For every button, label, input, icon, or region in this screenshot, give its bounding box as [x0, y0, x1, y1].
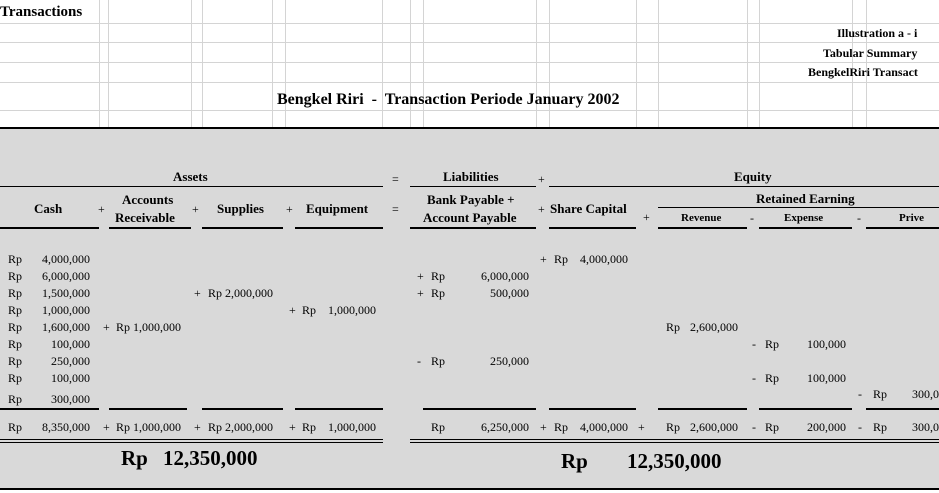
total-currency: Rp — [8, 420, 23, 434]
header-underline — [295, 227, 383, 229]
cash-currency: Rp — [8, 354, 23, 368]
plus-sign: + — [540, 252, 547, 266]
table-bottom-border — [0, 488, 939, 490]
sum-underline — [658, 408, 747, 410]
header-underline — [658, 227, 747, 229]
equity-underline — [549, 186, 939, 187]
grand-total-right: 12,350,000 — [627, 449, 722, 473]
sum-underline — [202, 408, 283, 410]
cash-value: 100,000 — [51, 371, 90, 385]
plus-sign: + — [289, 420, 296, 434]
retained-underline — [658, 207, 939, 208]
grid-line — [0, 62, 939, 63]
supplies-header: Supplies — [217, 201, 264, 216]
header-underline — [0, 227, 99, 229]
plus-sign: + — [286, 202, 293, 216]
cash-currency: Rp — [8, 371, 23, 385]
total-supplies: Rp 2,000,000 — [208, 420, 274, 434]
assets-underline — [0, 186, 383, 187]
total-prive: 300,0 — [912, 420, 939, 434]
total-receivable: Rp 1,000,000 — [116, 420, 182, 434]
expense-value: 100,000 — [807, 371, 846, 385]
header-underline — [202, 227, 283, 229]
minus-sign: - — [750, 211, 754, 225]
grand-total-left-currency: Rp — [121, 446, 148, 470]
header-underline — [549, 227, 636, 229]
cash-value: 100,000 — [51, 337, 90, 351]
share-value: 4,000,000 — [580, 252, 628, 266]
equals-sign: = — [392, 202, 399, 216]
liabilities-currency: Rp — [431, 269, 446, 283]
sum-underline — [549, 408, 636, 410]
grid-line — [0, 82, 939, 83]
grid-line — [108, 0, 109, 128]
grid-line — [636, 0, 637, 128]
sum-underline — [423, 408, 536, 410]
grid-line — [747, 0, 748, 128]
liabilities-value: 6,000,000 — [481, 269, 529, 283]
plus-sign: + — [194, 420, 201, 434]
revenue-currency: Rp — [666, 320, 681, 334]
sum-underline — [0, 408, 99, 410]
company-subtitle: BengkelRiri Transact — [808, 65, 918, 79]
plus-sign: + — [638, 420, 645, 434]
double-underline — [410, 442, 939, 443]
cash-value: 1,600,000 — [42, 320, 90, 334]
receivable-value: Rp 1,000,000 — [116, 320, 182, 334]
account-payable-header: Account Payable — [423, 210, 517, 225]
plus-sign: + — [194, 286, 201, 300]
plus-sign: + — [538, 172, 545, 186]
liabilities-value: 500,000 — [490, 286, 529, 300]
minus-sign: - — [417, 354, 421, 368]
cash-currency: Rp — [8, 286, 23, 300]
sum-underline — [866, 408, 939, 410]
total-currency: Rp — [554, 420, 569, 434]
revenue-value: 2,600,000 — [690, 320, 738, 334]
total-share: 4,000,000 — [580, 420, 628, 434]
minus-sign: - — [858, 420, 862, 434]
grid-line — [272, 0, 273, 128]
expense-currency: Rp — [765, 371, 780, 385]
grand-total-left: 12,350,000 — [163, 446, 258, 470]
expense-value: 100,000 — [807, 337, 846, 351]
grid-line — [759, 0, 760, 128]
cash-value: 4,000,000 — [42, 252, 90, 266]
total-liabilities: 6,250,000 — [481, 420, 529, 434]
cash-value: 250,000 — [51, 354, 90, 368]
liabilities-currency: Rp — [431, 286, 446, 300]
plus-sign: + — [192, 202, 199, 216]
liabilities-header: Liabilities — [443, 169, 499, 184]
prive-header: Prive — [899, 212, 925, 224]
page-title: Bengkel Riri - Transaction Periode January 2002 — [277, 91, 620, 108]
expense-header: Expense — [784, 212, 824, 224]
retained-earning-header: Retained Earning — [756, 191, 855, 206]
liabilities-value: 250,000 — [490, 354, 529, 368]
cash-value: 300,000 — [51, 392, 90, 406]
plus-sign: + — [417, 286, 424, 300]
grid-line — [191, 0, 192, 128]
cash-value: 1,000,000 — [42, 303, 90, 317]
header-underline — [866, 227, 939, 229]
grid-line — [0, 23, 939, 24]
plus-sign: + — [98, 202, 105, 216]
liabilities-underline — [410, 186, 536, 187]
sum-underline — [759, 408, 852, 410]
plus-sign: + — [540, 420, 547, 434]
grid-line — [866, 0, 867, 128]
total-expense: 200,000 — [807, 420, 846, 434]
cash-value: 6,000,000 — [42, 269, 90, 283]
total-cash: 8,350,000 — [42, 420, 90, 434]
total-currency: Rp — [765, 420, 780, 434]
plus-sign: + — [103, 420, 110, 434]
double-underline — [0, 442, 383, 443]
plus-sign: + — [538, 202, 545, 216]
sum-underline — [295, 408, 383, 410]
cash-currency: Rp — [8, 252, 23, 266]
total-currency: Rp — [431, 420, 446, 434]
share-capital-header: Share Capital — [550, 201, 627, 216]
grid-line — [202, 0, 203, 128]
tabular-summary-label: Tabular Summary — [823, 46, 918, 60]
share-currency: Rp — [554, 252, 569, 266]
table-top-border — [0, 127, 939, 129]
accounts-header: Accounts — [122, 192, 174, 207]
prive-value: 300,0 — [912, 387, 939, 401]
grid-line — [0, 110, 939, 111]
grand-total-right-currency: Rp — [561, 449, 588, 473]
total-revenue: 2,600,000 — [690, 420, 738, 434]
cash-header: Cash — [34, 201, 63, 216]
total-currency: Rp — [302, 420, 317, 434]
plus-sign: + — [289, 303, 296, 317]
double-underline — [0, 439, 383, 440]
grid-line — [852, 0, 853, 128]
plus-sign: + — [103, 320, 110, 334]
total-currency: Rp — [666, 420, 681, 434]
cash-currency: Rp — [8, 392, 23, 406]
minus-sign: - — [857, 211, 861, 225]
header-underline — [109, 227, 191, 229]
expense-currency: Rp — [765, 337, 780, 351]
double-underline — [410, 439, 939, 440]
minus-sign: - — [752, 420, 756, 434]
cash-currency: Rp — [8, 303, 23, 317]
minus-sign: - — [752, 337, 756, 351]
assets-header: Assets — [173, 169, 208, 184]
cash-currency: Rp — [8, 269, 23, 283]
minus-sign: - — [858, 387, 862, 401]
total-equipment: 1,000,000 — [328, 420, 376, 434]
liabilities-currency: Rp — [431, 354, 446, 368]
plus-sign: + — [643, 210, 650, 224]
cash-currency: Rp — [8, 320, 23, 334]
bank-payable-header: Bank Payable + — [427, 192, 515, 207]
prive-currency: Rp — [873, 387, 888, 401]
equipment-value: 1,000,000 — [328, 303, 376, 317]
grid-line — [99, 0, 100, 128]
illustration-label: Illustration a - i — [837, 26, 918, 40]
cash-currency: Rp — [8, 337, 23, 351]
cash-value: 1,500,000 — [42, 286, 90, 300]
sheet-label: Transactions — [0, 4, 83, 20]
total-currency: Rp — [873, 420, 888, 434]
receivable-header: Receivable — [115, 210, 175, 225]
minus-sign: - — [752, 371, 756, 385]
grid-line — [658, 0, 659, 128]
revenue-header: Revenue — [681, 212, 722, 224]
grid-line — [0, 42, 939, 43]
header-underline — [759, 227, 852, 229]
equipment-currency: Rp — [302, 303, 317, 317]
equals-sign: = — [392, 172, 399, 186]
sum-underline — [109, 408, 187, 410]
equipment-header: Equipment — [306, 201, 369, 216]
plus-sign: + — [417, 269, 424, 283]
supplies-value: Rp 2,000,000 — [208, 286, 274, 300]
equity-header: Equity — [734, 169, 772, 184]
header-underline — [410, 227, 536, 229]
